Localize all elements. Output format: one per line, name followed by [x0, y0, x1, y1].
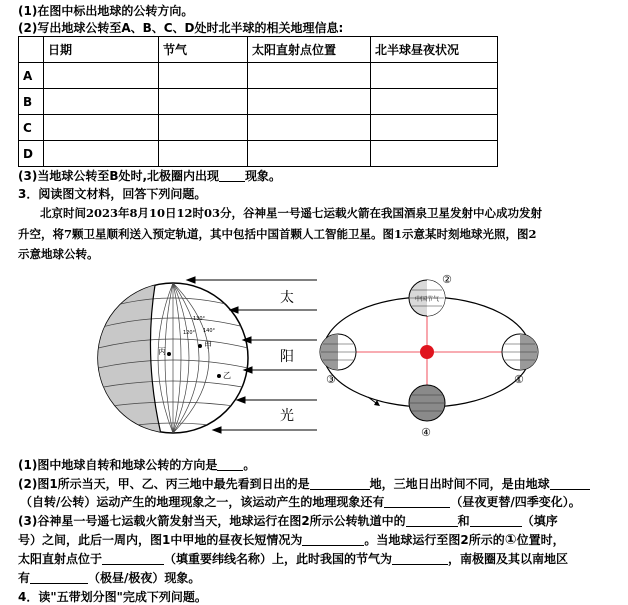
question-3-3-line-4: [18, 569, 200, 586]
answer-cell[interactable]: [371, 63, 498, 89]
earth-position-4: [409, 385, 445, 421]
info-table: [18, 36, 498, 167]
qa3-text: （填重要纬线名称）上，此时我国的节气为: [164, 552, 393, 566]
qa3-text: 太阳直射点位于: [18, 552, 103, 566]
answer-cell[interactable]: [248, 115, 371, 141]
table-row: [19, 141, 498, 167]
answer-blank[interactable]: [219, 169, 245, 182]
position-label: ②: [442, 273, 452, 286]
answer-cell[interactable]: [248, 63, 371, 89]
answer-cell[interactable]: [248, 89, 371, 115]
answer-cell[interactable]: [248, 141, 371, 167]
question-3-3-line-3: [18, 550, 568, 567]
qa3-text: 号）之间，此后一周内，图1中甲地的昼夜长短情况为: [18, 533, 303, 547]
qa2-text: 地，三地日出时间不同，是由地球: [369, 477, 550, 491]
qa3-text: 位置时，: [516, 533, 565, 547]
sun-char: 太: [280, 290, 294, 306]
answer-blank[interactable]: [30, 571, 88, 584]
answer-cell[interactable]: [44, 141, 159, 167]
sun: [420, 345, 434, 359]
qa1-text: (1)图中地球自转和地球公转的方向是: [18, 458, 218, 472]
degree-label: 120°: [183, 330, 196, 336]
earth-position-1: [502, 334, 538, 370]
position-label: ①: [514, 373, 524, 386]
degree-label: 130°: [193, 316, 206, 322]
row-label: A: [19, 63, 44, 89]
answer-cell[interactable]: [371, 89, 498, 115]
passage-line: 升空，将7颗卫星顺利送入预定轨道，其中包括中国首颗人工智能卫星。图1示意某时刻地球光照，图2: [18, 227, 537, 241]
qa3-text: （填序: [521, 514, 558, 528]
degree-label: 140°: [203, 328, 216, 334]
header-cell: 北半球昼夜状况: [371, 37, 498, 63]
answer-cell[interactable]: [159, 89, 248, 115]
question-3-3-line-2: [18, 531, 565, 548]
passage-line: 示意地球公转。: [18, 247, 99, 261]
qa3-text: （极昼/极夜）现象。: [88, 571, 201, 585]
row-label: B: [19, 89, 44, 115]
place-label-bing: 丙: [158, 347, 166, 356]
answer-blank[interactable]: [310, 477, 370, 490]
qa2-text: (2)图1所示当天，甲、乙、丙三地中最先看到日出的是: [18, 477, 310, 491]
position-box-label: 中国节气: [415, 296, 440, 303]
qa3-text: (3)谷神星一号遥七运载火箭发射当天，地球运行在图2所示公转轨道中的: [18, 514, 406, 528]
earth-position-3: [320, 334, 356, 370]
qa3-text: 和: [457, 514, 470, 528]
place-dot-bing: [167, 352, 171, 356]
section-3-title: 3．阅读图文材料，回答下列问题。: [18, 187, 207, 201]
figure-2-earth-revolution: [310, 270, 550, 442]
question-3-1: [18, 456, 255, 473]
answer-blank[interactable]: [406, 514, 458, 527]
answer-cell[interactable]: [159, 63, 248, 89]
place-dot-yi: [217, 374, 221, 378]
qa3-text: ，南极圈及其以南地区: [448, 552, 569, 566]
table-row: [19, 115, 498, 141]
figure-1-earth-illumination: [95, 268, 320, 450]
table-row: [19, 63, 498, 89]
header-cell: 节气: [159, 37, 248, 63]
answer-cell[interactable]: [44, 115, 159, 141]
qa2-text: （昼夜更替/四季变化）。: [450, 495, 581, 509]
header-cell: [19, 37, 44, 63]
answer-blank[interactable]: [217, 458, 243, 471]
header-cell: 日期: [44, 37, 159, 63]
passage-line: 北京时间2023年8月10日12时03分，谷神星一号遥七运载火箭在我国酒泉卫星发射中心成功发射: [40, 206, 543, 220]
position-label: ④: [421, 426, 431, 439]
answer-blank[interactable]: [102, 552, 164, 565]
qa3-text: 有: [18, 571, 31, 585]
answer-blank[interactable]: [384, 495, 450, 508]
position-label: ③: [326, 373, 336, 386]
table-row: [19, 89, 498, 115]
answer-cell[interactable]: [44, 63, 159, 89]
answer-blank[interactable]: [470, 514, 522, 527]
answer-cell[interactable]: [371, 115, 498, 141]
sun-char: 光: [280, 408, 294, 424]
answer-cell[interactable]: [159, 115, 248, 141]
q3-text-a: (3)当地球公转至B处时,北极圈内出现: [18, 169, 220, 183]
place-label-jia: 甲: [204, 341, 212, 350]
circled-number: ①: [504, 532, 517, 548]
header-cell: 太阳直射点位置: [248, 37, 371, 63]
question-3-2-line-2: [20, 493, 581, 510]
row-label: D: [19, 141, 44, 167]
question-3: [18, 167, 281, 184]
q3-text-b: 现象。: [245, 169, 282, 183]
question-3-2-line-1: [18, 475, 590, 492]
qa1-end: 。: [243, 458, 256, 472]
answer-cell[interactable]: [371, 141, 498, 167]
answer-blank[interactable]: [392, 552, 448, 565]
sun-char: 阳: [280, 349, 294, 365]
place-label-yi: 乙: [223, 371, 231, 380]
answer-blank[interactable]: [550, 477, 590, 490]
place-dot-jia: [198, 344, 202, 348]
answer-blank[interactable]: [302, 533, 364, 546]
qa3-text: 。当地球运行至图2所示的: [364, 533, 505, 547]
row-label: C: [19, 115, 44, 141]
qa2-text: （自转/公转）运动产生的地理现象之一，该运动产生的地理现象还有: [20, 495, 385, 509]
question-3-3-line-1: [18, 512, 558, 529]
section-4-title: 4．读"五带划分图"完成下列问题。: [18, 590, 207, 604]
answer-cell[interactable]: [159, 141, 248, 167]
earth-position-2: [409, 280, 445, 316]
answer-cell[interactable]: [44, 89, 159, 115]
question-1: (1)在图中标出地球的公转方向。: [18, 4, 194, 18]
table-header-row: [19, 37, 498, 63]
question-2: (2)写出地球公转至A、B、C、D处时北半球的相关地理信息:: [18, 21, 344, 35]
